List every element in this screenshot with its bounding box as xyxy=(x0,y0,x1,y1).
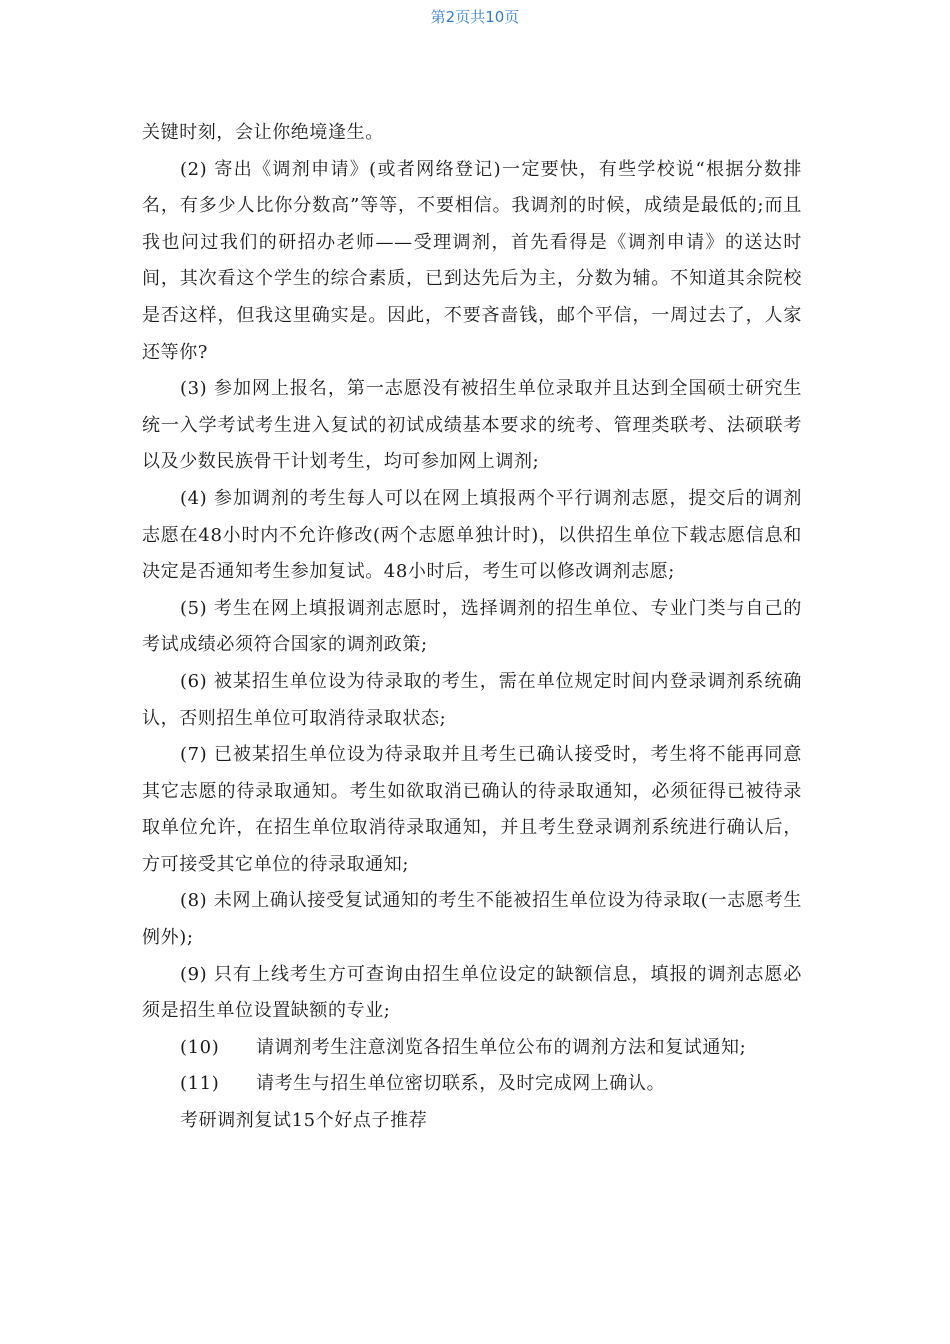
paragraph-item-6: (6) 被某招生单位设为待录取的考生，需在单位规定时间内登录调剂系统确认，否则招生单位可取消待录取状态; xyxy=(142,670,802,729)
paragraph-item-7: (7) 已被某招生单位设为待录取并且考生已确认接受时，考生将不能再同意其它志愿的待录取通知。考生如欲取消已确认的待录取通知，必须征得已被待录取单位允许，在招生单位取消待录取通知，并且考生登录调剂系统进行确认后，方可接受其它单位的待录取通知; xyxy=(142,744,802,875)
paragraph-item-9: (9) 只有上线考生方可查询由招生单位设定的缺额信息，填报的调剂志愿必须是招生单位设置缺额的专业; xyxy=(142,963,802,1022)
paragraph-item-5: (5) 考生在网上填报调剂志愿时，选择调剂的招生单位、专业门类与自己的考试成绩必须符合国家的调剂政策; xyxy=(142,597,802,656)
paragraph-item-2: (2) 寄出《调剂申请》(或者网络登记)一定要快，有些学校说“根据分数排名，有多少人比你分数高”等等，不要相信。我调剂的时候，成绩是最低的;而且我也问过我们的研招办老师——受理调剂，首先看得是《调剂申请》的送达时间，其次看这个学生的综合素质，已到达先后为主，分数为辅。不知道其余院校是否这样，但我这里确实是。因此，不要吝啬钱，邮个平信，一周过去了，人家还等你? xyxy=(142,158,802,363)
item-number: (10) xyxy=(180,1036,220,1058)
paragraph-item-4: (4) 参加调剂的考生每人可以在网上填报两个平行调剂志愿，提交后的调剂志愿在48小时内不允许修改(两个志愿单独计时)，以供招生单位下载志愿信息和决定是否通知考生参加复试。48小时后，考生可以修改调剂志愿; xyxy=(142,487,802,583)
item-number: (11) xyxy=(180,1073,220,1095)
paragraph-item-8: (8) 未网上确认接受复试通知的考生不能被招生单位设为待录取(一志愿考生例外); xyxy=(142,890,802,949)
item-text: 请考生与招生单位密切联系，及时完成网上确认。 xyxy=(256,1073,666,1095)
list-item-10 xyxy=(142,1030,802,1067)
list-item-11 xyxy=(142,1066,802,1103)
closing-heading: 考研调剂复试15个好点子推荐 xyxy=(180,1110,428,1132)
document-body xyxy=(142,115,802,1140)
continuation-text: 关键时刻，会让你绝境逢生。 xyxy=(142,122,384,143)
paragraph-item-3: (3) 参加网上报名，第一志愿没有被招生单位录取并且达到全国硕士研究生统一入学考试考生进入复试的初试成绩基本要求的统考、管理类联考、法硕联考以及少数民族骨干计划考生，均可参加网上调剂; xyxy=(142,378,802,473)
page-indicator: 第2页共10页 xyxy=(430,8,520,26)
item-text: 请调剂考生注意浏览各招生单位公布的调剂方法和复试通知; xyxy=(256,1036,747,1058)
